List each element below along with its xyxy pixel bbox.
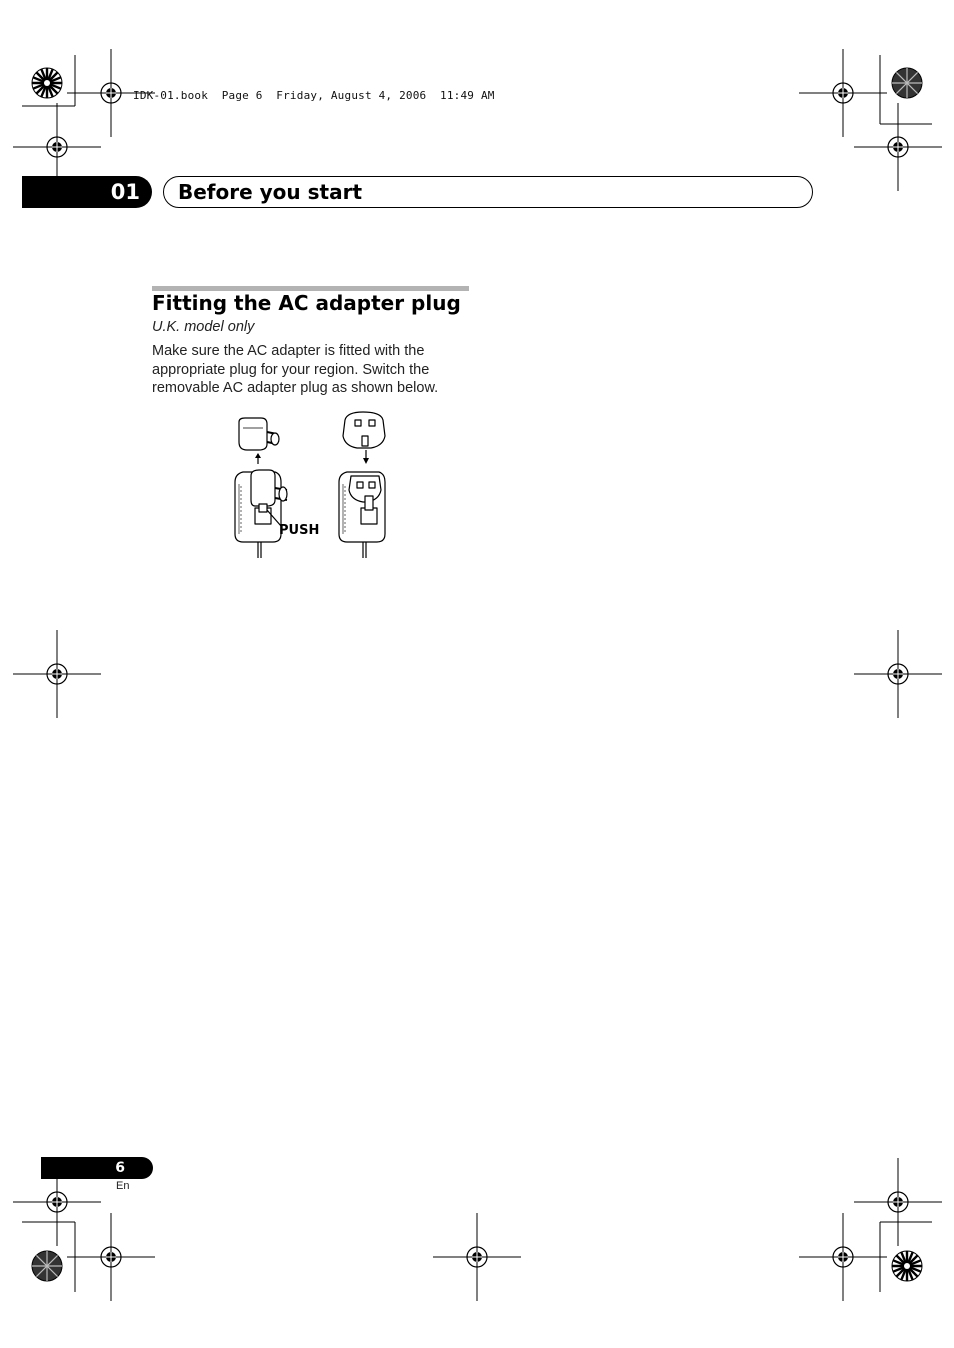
language-code: En	[116, 1180, 130, 1192]
section-title: Fitting the AC adapter plug	[152, 291, 461, 315]
chapter-number-text: 01	[110, 180, 140, 204]
body-text: Make sure the AC adapter is fitted with the appropriate plug for your region. Switch the removable AC adapter plug as shown below.	[152, 343, 439, 396]
push-label: PUSH	[279, 523, 320, 538]
ac-adapter-left-icon	[235, 470, 287, 558]
print-info: IDK-01.book Page 6 Friday, August 4, 2006 11:49 AM	[133, 89, 495, 102]
ac-adapter-right-icon	[339, 472, 385, 558]
ac-adapter-illustration	[225, 408, 395, 563]
uk-plug-icon	[343, 412, 385, 448]
chapter-title-text: Before you start	[178, 180, 363, 204]
eu-plug-icon	[239, 418, 279, 450]
chapter-title	[163, 176, 813, 208]
page-number-text: 6	[115, 1160, 125, 1176]
model-note: U.K. model only	[152, 319, 255, 335]
chapter-number	[22, 176, 152, 208]
page-number	[41, 1157, 153, 1179]
